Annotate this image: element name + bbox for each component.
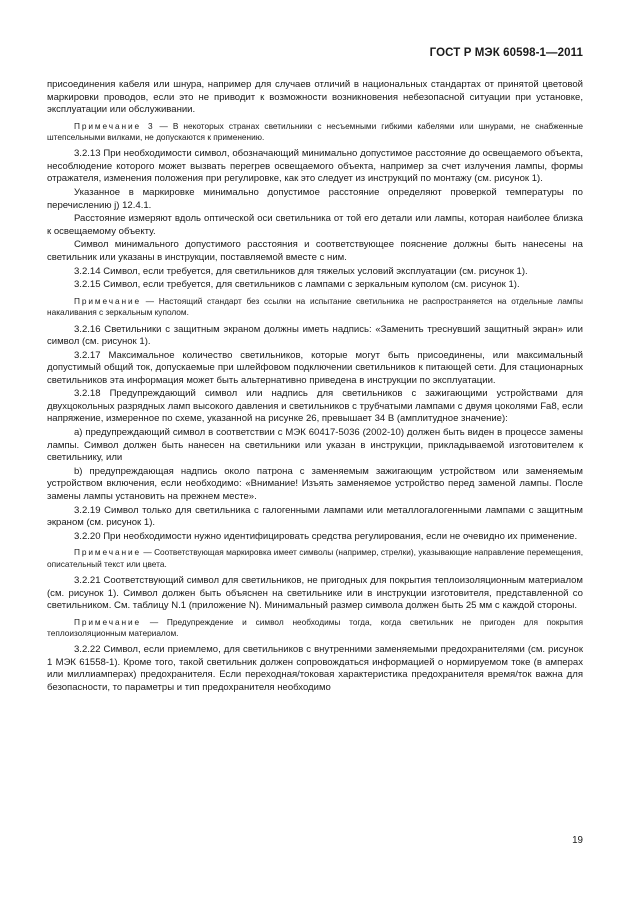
body-paragraph: Расстояние измеряют вдоль оптической оси светильника от той его детали или лампы, которая наиболее близка к освещаемому объекту. [47,213,583,237]
page-content [47,79,583,696]
body-paragraph: Символ минимального допустимого расстояния и соответствующее пояснение должны быть нанесены на светильник или указаны в инструкции, поставляемой вместе с ним. [47,239,583,263]
note-paragraph [47,547,583,570]
body-paragraph: присоединения кабеля или шнура, например для случаев отличий в национальных стандартах от принятой цветовой маркировки проводов, если это не приводит к возможности возникновения небезопасной ситуации при установке, эксплуатации или обслуживании. [47,79,583,115]
note-text: — Соответствующая маркировка имеет символы (например, стрелки), указывающие направление перемещения, описательный текст или цвета. [47,547,583,569]
note-text: — В некоторых странах светильники с несъемными гибкими кабелями или шнурами, не снабженные штепсельными вилками, не допускаются к применению. [47,120,583,142]
note-paragraph [47,617,583,640]
body-paragraph: 3.2.14 Символ, если требуется, для светильников для тяжелых условий эксплуатации (см. рисунок 1). [74,265,528,277]
note-paragraph [47,296,583,319]
body-paragraph: a) предупреждающий символ в соответствии с МЭК 60417-5036 (2002-10) должен быть виден в процессе замены лампы. Символ должен быть нанесен на светильники или указан в инструкции, прикладываемой изготовителем к светильнику, или [47,427,583,464]
body-paragraph: 3.2.18 Предупреждающий символ или надпись для светильников с зажигающими устройствами для двухцокольных разрядных ламп высокого давления и светильников с трубчатыми лампами с двумя цоколями Fa8, если напряжение, измеренное по схеме, указанной на рисунке 26, превышает 34 В (амплитудное значение): [47,388,583,425]
note-text: — Предупреждение и символ необходимы тогда, когда светильник не пригоден для покрытия теплоизоляционным материалом. [47,616,583,638]
body-paragraph: 3.2.16 Светильники с защитным экраном должны иметь надпись: «Заменить треснувший защитный экран» или символ (см. рисунок 1). [47,323,583,348]
body-paragraph: 3.2.20 При необходимости нужно идентифицировать средства регулирования, если не очевидно их применение. [74,530,578,542]
note-text: — Настоящий стандарт без ссылки на испытание светильника не распространяется на отдельные лампы накаливания с зеркальным куполом. [47,295,583,318]
body-paragraph: 3.2.15 Символ, если требуется, для светильников с лампами с зеркальным куполом (см. рисунок 1). [74,279,520,291]
note-label: Примечание 3 [74,120,155,131]
body-paragraph: 3.2.21 Соответствующий символ для светильников, не пригодных для покрытия теплоизоляционным материалом (см. рисунок 1). Символ должен быть объяснен на светильнике или в инструкции изготовителя, представленной со светильником. См. таблицу N.1 (приложение N). Минимальный размер символа должен быть 25 мм с каждой стороны. [47,575,583,611]
note-label: Примечание [74,616,142,627]
body-paragraph: 3.2.17 Максимальное количество светильников, которые могут быть присоединены, или максимальный допустимый общий ток, допускаемые при шлейфовом подключении светильников к питающей сети. Для стационарных светильников эта информация может быть альтернативно приведена в инструкции по эксплуатации. [47,349,583,386]
note-label: Примечание [74,295,142,306]
standard-header: ГОСТ Р МЭК 60598-1—2011 [429,47,583,59]
page-number: 19 [572,835,583,846]
body-paragraph: 3.2.13 При необходимости символ, обозначающий минимально допустимое расстояние до освещаемого объекта, несоблюдение которого может вызвать перегрев освещаемого объекта, например за счет излучения лампы, формы отражателя, изменения положения при регулировке, как это следует из инструкций по монтажу (см. рисунок 1). [47,148,583,185]
body-paragraph: 3.2.19 Символ только для светильника с галогенными лампами или металлогалогенными лампами с защитным экраном (см. рисунок 1). [47,504,583,528]
note-paragraph [47,121,583,144]
body-paragraph: Указанное в маркировке минимально допустимое расстояние определяют проверкой температуры по перечислению j) 12.4.1. [47,187,583,211]
note-label: Примечание [74,547,142,558]
body-paragraph: 3.2.22 Символ, если приемлемо, для светильников с внутренними заменяемыми предохранителями (см. рисунок 1 МЭК 61558-1). Кроме того, такой светильник должен сопровождаться информацией о нормируемом токе (в амперах или миллиамперах) предохранителя. Если переходная/токовая характеристика предохранителя время/ток важна для безопасности, то параметры и тип предохранителя необходимо [47,644,583,693]
body-paragraph: b) предупреждающая надпись около патрона с заменяемым зажигающим устройством или заменяемым устройством включения, если необходимо: «Внимание! Изъять заменяемое устройство перед заменой лампы. После замены лампы установить на прежнем месте». [47,465,583,502]
